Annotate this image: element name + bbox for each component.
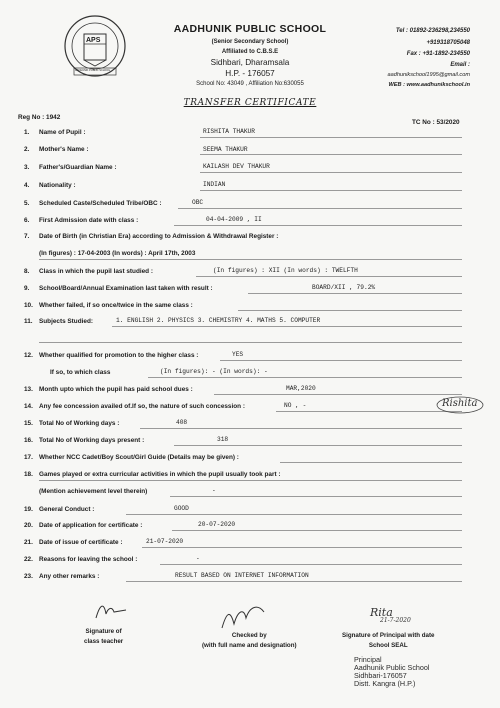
promotion-class-value: (In figures): - (In words): -: [160, 368, 268, 375]
field-number: 13.: [24, 386, 33, 393]
field-label: Mother's Name :: [39, 146, 89, 153]
last-class-value: (In figures) : XII (In words) : TWELFTH: [213, 267, 358, 274]
checked-by-label: [202, 632, 297, 649]
field-number: 16.: [24, 437, 33, 444]
field-number: 8.: [24, 268, 30, 275]
margin-signature: [436, 396, 484, 414]
principal-signature-text: Rita: [370, 606, 393, 619]
contact-web: WEB : www.aadhunikschool.in: [388, 82, 470, 88]
field-label: Scheduled Caste/Scheduled Tribe/OBC :: [39, 200, 162, 207]
principal-signature-date: 21-7-2020: [380, 617, 411, 624]
working-days-value: 408: [176, 419, 188, 426]
field-number: 14.: [24, 403, 33, 410]
stamp-line3: Sidhbari-176057: [354, 671, 407, 680]
stamp-line4: Distt. Kangra (H.P.): [354, 679, 416, 688]
school-state: H.P. - 176057: [225, 69, 275, 78]
field-label: Games played or extra curricular activities in which the pupil usually took part :: [39, 471, 281, 478]
promotion-class-label: If so, to which class: [50, 369, 111, 376]
school-type: (Senior Secondary School): [211, 39, 289, 45]
issue-date-value: 21-07-2020: [146, 538, 184, 545]
field-label: Any fee concession availed of.If so, the nature of such concession :: [39, 403, 245, 410]
exam-result-value: BOARD/XII , 79.2%: [312, 284, 376, 291]
teacher-signature-line1: Signature of: [85, 628, 122, 635]
teacher-signature-label: [84, 628, 123, 645]
father-name-value: KAILASH DEV THAKUR: [203, 163, 270, 170]
conduct-value: GOOD: [174, 505, 189, 512]
dob-value: (In figures) : 17-04-2003 (In words) : April 17th, 2003: [39, 250, 196, 257]
field-label: General Conduct :: [39, 506, 95, 513]
field-label: Whether failed, if so once/twice in the same class :: [39, 302, 193, 309]
mother-name-value: SEEMA THAKUR: [203, 146, 248, 153]
field-number: 9.: [24, 285, 30, 292]
contact-tel: Tel : 01892-236298,234550: [395, 28, 470, 34]
field-label: Month upto which the pupil has paid school dues :: [39, 386, 193, 393]
checked-by-line1: Checked by: [231, 632, 267, 639]
field-number: 7.: [24, 233, 30, 240]
document-title: TRANSFER CERTIFICATE: [183, 98, 317, 108]
field-number: 5.: [24, 200, 30, 207]
principal-signature-label: [342, 632, 434, 649]
application-date-value: 20-07-2020: [198, 521, 236, 528]
field-number: 12.: [24, 352, 33, 359]
concession-value: NO , -: [284, 402, 307, 409]
field-label: Date of Birth (in Christian Era) according to Admission & Withdrawal Register :: [39, 233, 279, 240]
first-admission-value: 04-04-2009 , II: [206, 216, 262, 223]
field-label: Nationality :: [39, 182, 76, 189]
stamp-line2: Aadhunik Public School: [354, 663, 430, 672]
principal-signature-mark: [368, 604, 428, 630]
nationality-value: INDIAN: [203, 181, 226, 188]
achievement-value: -: [212, 487, 216, 494]
logo-motto: AADHUNIK PUBLIC SCHOOL: [75, 69, 111, 72]
field-label: First Admission date with class :: [39, 217, 139, 224]
teacher-signature-mark: [92, 600, 130, 627]
remarks-value: RESULT BASED ON INTERNET INFORMATION: [175, 572, 309, 579]
field-number: 3.: [24, 164, 30, 171]
field-number: 22.: [24, 556, 33, 563]
field-label: Name of Pupil :: [39, 129, 86, 136]
principal-signature-line2: School SEAL: [368, 642, 408, 649]
field-number: 11.: [24, 318, 33, 325]
school-affiliation: Affiliated to C.B.S.E: [221, 49, 279, 55]
field-number: 20.: [24, 522, 33, 529]
contact-email: aadhunikschool1995@gmail.com: [387, 72, 470, 78]
logo-text: APS: [86, 37, 101, 44]
field-label: School/Board/Annual Examination last taken with result :: [39, 285, 213, 292]
field-label: Subjects Studied:: [39, 318, 93, 325]
school-city: Sidhbari, Dharamsala: [210, 58, 290, 67]
field-number: 10.: [24, 302, 33, 309]
field-label: Whether qualified for promotion to the higher class :: [39, 352, 199, 359]
stamp-line1: Principal: [354, 655, 382, 664]
subjects-value: 1. ENGLISH 2. PHYSICS 3. CHEMISTRY 4. MATHS 5. COMPUTER: [116, 317, 321, 324]
field-number: 23.: [24, 573, 33, 580]
pupil-name-value: RISHITA THAKUR: [203, 128, 255, 135]
field-label: Date of application for certificate :: [39, 522, 143, 529]
promotion-value: YES: [232, 351, 244, 358]
field-number: 17.: [24, 454, 33, 461]
teacher-signature-line2: class teacher: [84, 638, 124, 645]
field-number: 6.: [24, 217, 30, 224]
field-number: 18.: [24, 471, 33, 478]
reg-number: Reg No : 1942: [18, 114, 61, 121]
field-number: 2.: [24, 146, 30, 153]
achievement-label: (Mention achievement level therein): [39, 488, 148, 495]
field-number: 4.: [24, 182, 30, 189]
days-present-value: 318: [217, 436, 229, 443]
tc-number: TC No : 53/2020: [412, 119, 460, 126]
margin-signature-text: Rishita: [442, 398, 478, 409]
contact-fax: Fax : +91-1892-234550: [406, 51, 470, 57]
field-label: Total No of Working days present :: [39, 437, 145, 444]
field-label: Whether NCC Cadet/Boy Scout/Girl Guide (Details may be given) :: [39, 454, 239, 461]
category-value: OBC: [192, 199, 204, 206]
dues-value: MAR,2020: [286, 385, 316, 392]
contact-mobile: +919318705048: [426, 40, 470, 46]
principal-signature-line1: Signature of Principal with date: [342, 632, 435, 639]
field-label: Class in which the pupil last studied :: [39, 268, 153, 275]
leaving-reason-value: -: [196, 555, 200, 562]
school-name: AADHUNIK PUBLIC SCHOOL: [173, 23, 327, 35]
contact-email-label: Email :: [450, 62, 470, 68]
field-number: 21.: [24, 539, 33, 546]
field-label: Any other remarks :: [39, 573, 100, 580]
field-label: Reasons for leaving the school :: [39, 556, 138, 563]
principal-stamp: [354, 656, 430, 688]
field-label: Date of issue of certificate :: [39, 539, 123, 546]
field-number: 19.: [24, 506, 33, 513]
checked-by-line2: (with full name and designation): [202, 642, 297, 649]
field-number: 15.: [24, 420, 33, 427]
field-label: Father's/Guardian Name :: [39, 164, 117, 171]
school-number: School No: 43049 , Affiliation No:630055: [196, 81, 304, 87]
field-label: Total No of Working days :: [39, 420, 120, 427]
field-number: 1.: [24, 129, 30, 136]
